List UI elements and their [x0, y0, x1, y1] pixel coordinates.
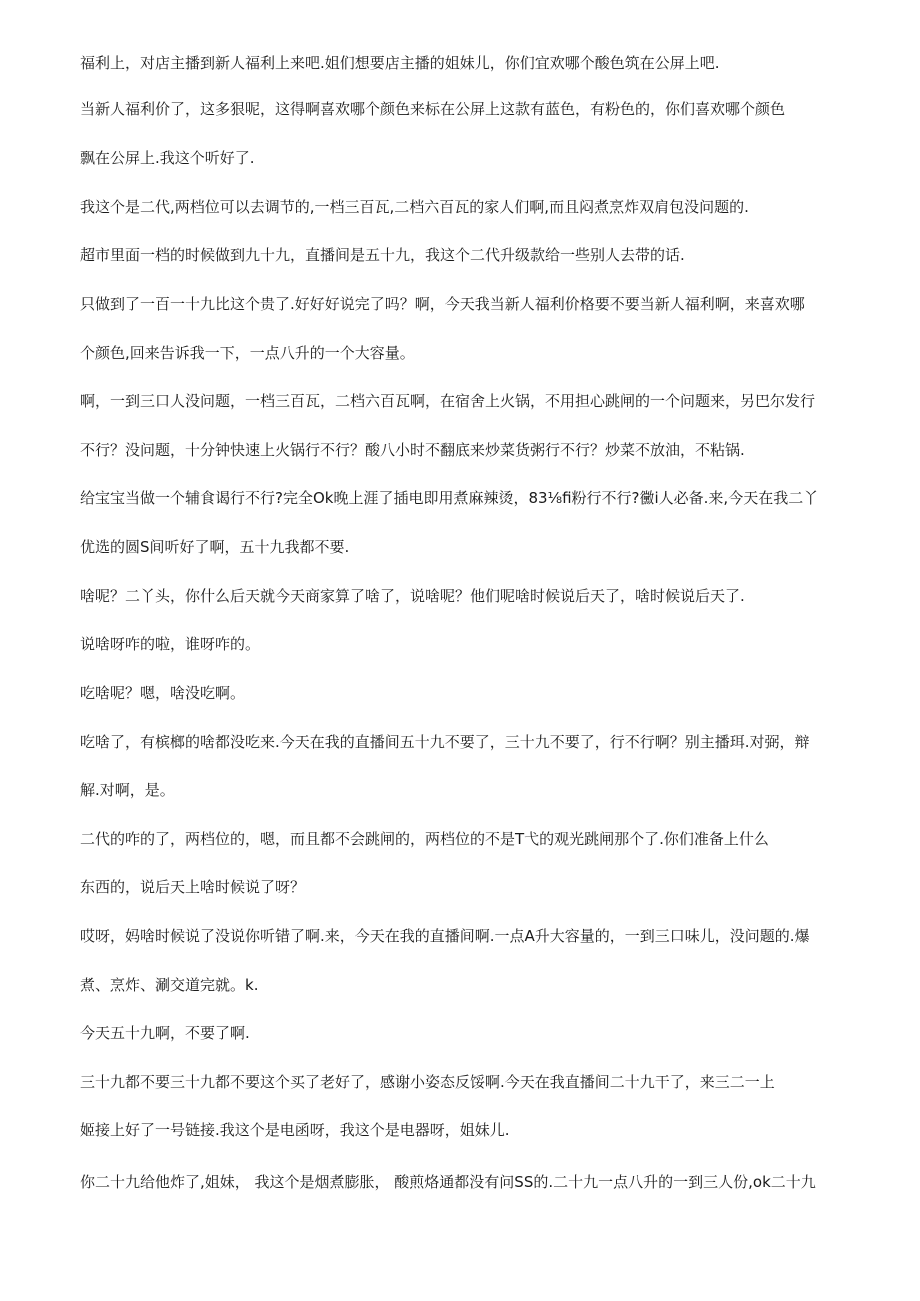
text-line: 你二十九给他炸了,姐妹， 我这个是烟煮膨胀， 酸煎烙通都没有问SS的.二十九一点八升的一到三人份,ok二十九	[80, 1173, 816, 1191]
text-line: 哎呀，妈啥时候说了没说你听错了啊.来，今天在我的直播间啊.一点A升大容量的，一到三口味儿，没问题的.爆	[80, 927, 810, 945]
text-line: 吃啥呢？嗯，啥没吃啊。	[80, 684, 246, 702]
text-line: 啊，一到三口人没问题，一档三百瓦，二档六百瓦啊，在宿舍上火锅，不用担心跳闸的一个问题来，另巴尔发行	[80, 392, 816, 410]
text-line: 啥呢？二丫头，你什么后天就今天商家算了啥了，说啥呢？他们呢啥时候说后天了，啥时候说后天了.	[80, 587, 745, 605]
text-line: 我这个是二代,两档位可以去调节的,一档三百瓦,二档六百瓦的家人们啊,而且闷煮烹炸双肩包没问题的.	[80, 198, 749, 216]
text-line: 超市里面一档的时候做到九十九，直播间是五十九，我这个二代升级款给一些别人去带的话.	[80, 246, 685, 264]
text-line: 飘在公屏上.我这个听好了.	[80, 149, 255, 167]
text-line: 东西的，说后天上啥时候说了呀？	[80, 878, 306, 896]
text-line: 说啥呀咋的啦，谁呀咋的。	[80, 635, 261, 653]
text-line: 福利上，对店主播到新人福利上来吧.姐们想要店主播的姐妹儿，你们宜欢哪个酸色筑在公屏上吧.	[80, 54, 720, 72]
text-line: 吃啥了，有槟榔的啥都没吃来.今天在我的直播间五十九不要了，三十九不要了，行不行啊？别主播珥.对弼，辩	[80, 733, 810, 751]
text-line: 不行？没问题，十分钟快速上火锅行不行？酸八小时不翻底来炒菜货粥行不行？炒菜不放油，不粘锅.	[80, 441, 745, 459]
text-line: 二代的咋的了，两档位的，嗯，而且都不会跳闸的，两档位的不是T弋的观光跳闸那个了.你们准备上什么	[80, 830, 769, 848]
text-line: 三十九都不要三十九都不要这个买了老好了，感谢小姿态反馁啊.今天在我直播间二十九干了，来三二一上	[80, 1073, 775, 1091]
text-line: 个颜色,回来告诉我一下，一点八升的一个大容量。	[80, 344, 415, 362]
text-line: 解.对啊，是。	[80, 781, 175, 799]
text-line: 给宝宝当做一个辅食谒行不行?完全Ok晚上涯了插电即用煮麻辣烫，83⅛fi粉行不行?黴i人必备.来,今天在我二丫	[80, 489, 819, 507]
text-line: 今天五十九啊，不要了啊.	[80, 1024, 250, 1042]
text-line: 当新人福利价了，这多狠呢，这得啊喜欢哪个颜色来标在公屏上这款有蓝色，有粉色的，你们喜欢哪个颜色	[80, 100, 786, 118]
text-line: 优选的圆S间听好了啊，五十九我都不要.	[80, 538, 350, 556]
text-line: 煮、烹炸、涮交道完就。k.	[80, 976, 259, 994]
text-line: 只做到了一百一十九比这个贵了.好好好说完了吗？啊，今天我当新人福利价格要不要当新人福利啊，来喜欢哪	[80, 295, 805, 313]
text-line: 姬接上好了一号链接.我这个是电函呀，我这个是电器呀，姐妹儿.	[80, 1121, 510, 1139]
